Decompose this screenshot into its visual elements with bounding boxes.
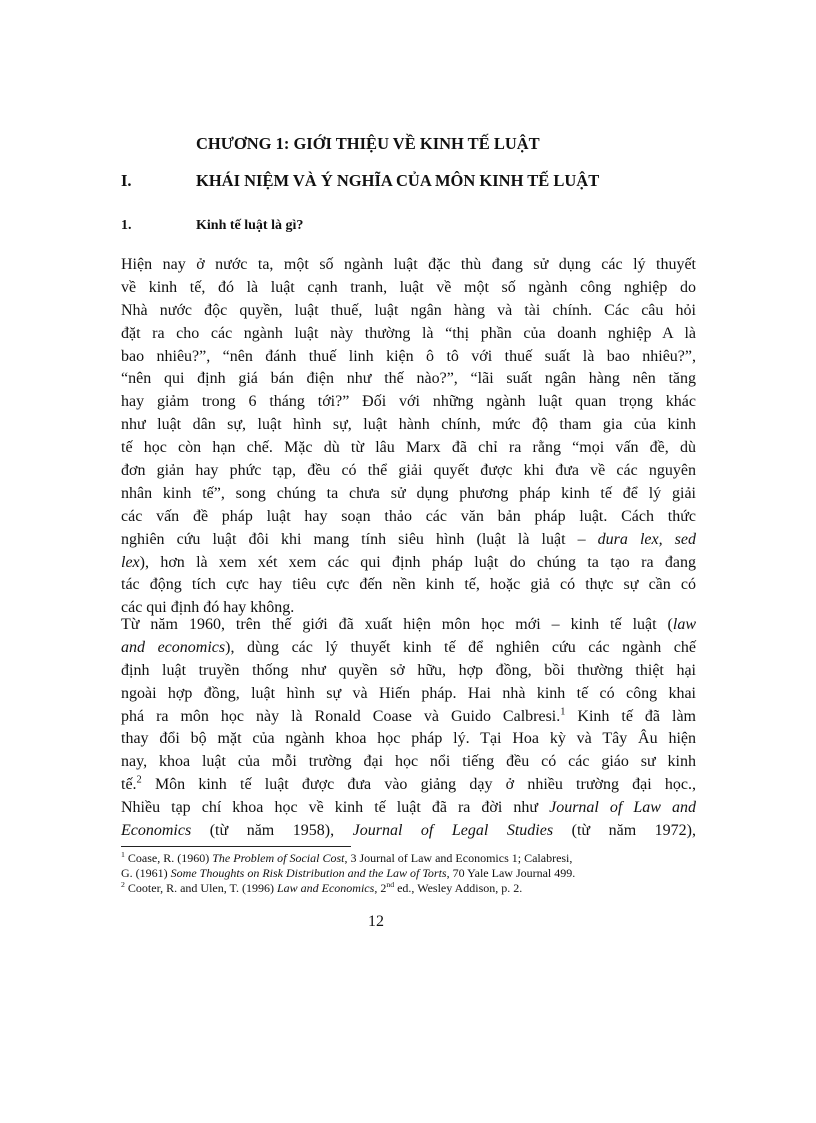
paragraph-line: Hiện nay ở nước ta, một số ngành luật đặc thù đang sử dụng các lý thuyết (121, 256, 696, 273)
subsection-title: Kinh tế luật là gì? (196, 218, 304, 233)
work-title: Some Thoughts on Risk Distribution and the Law of Torts (170, 866, 447, 880)
text-run: (từ năm 1972), (553, 822, 696, 840)
latin-phrase: dura lex, sed (597, 530, 697, 548)
latin-phrase: lex (121, 553, 140, 571)
paragraph-line (121, 706, 696, 729)
paragraph-line (121, 774, 696, 797)
paragraph-line: đặt ra cho các ngành luật này thường là “thị phần của doanh nghiệp A là (121, 324, 696, 342)
text-run: , 2 (374, 881, 387, 895)
text-run: , 70 Yale Law Journal 499. (446, 866, 576, 880)
italic-term: law (672, 616, 696, 633)
page-number: 12 (368, 913, 384, 930)
text-run: Nhiều tạp chí khoa học về kinh tế luật đã ra đời như (121, 799, 550, 817)
footnote-ref: 2 (136, 774, 142, 786)
text-run: Cooter, R. and Ulen, T. (1996) (124, 881, 277, 895)
footnote-number: 1 (121, 850, 125, 859)
paragraph-line: đơn giản hay phức tạp, đều có thể giải quyết được khi đưa về các nguyên (121, 462, 696, 480)
ordinal-suffix: nd (386, 880, 395, 889)
text-run: ), hơn là xem xét xem các qui định pháp luật do chúng ta tạo ra đang (139, 553, 696, 571)
paragraph-line: nhân kinh tế”, song chúng ta chưa sử dụng phương pháp kinh tế để lý giải (121, 484, 696, 502)
paragraph-line (121, 614, 696, 637)
text-run: ), dùng các lý thuyết kinh tế để nghiên cứu các ngành chế (225, 638, 697, 656)
section-title: KHÁI NIỆM VÀ Ý NGHĨA CỦA MÔN KINH TẾ LUẬT (196, 171, 600, 190)
paragraph-line: các qui định đó hay không. (121, 599, 295, 617)
paragraph-line: về kinh tế, đó là luật cạnh tranh, luật về một số ngành công nghiệp do (121, 278, 696, 296)
paragraph-line: tác động tích cực hay tiêu cực đến nền kinh tế, hoặc giả có thực sự cần có (121, 576, 696, 594)
text-run: nghiên cứu luật đôi khi mang tính siêu hình (luật là luật – (121, 530, 598, 548)
paragraph-line: định luật truyền thống như quyền sở hữu, hợp đồng, bồi thường thiệt hại (121, 661, 696, 679)
paragraph-line: tế học còn hạn chế. Mặc dù từ lâu Marx đã chỉ ra rằng “mọi vấn đề, dù (121, 439, 696, 457)
text-run: , 3 Journal of Law and Economics 1; Calabresi, (344, 851, 573, 865)
paragraph-line: bao nhiêu?”, “nên đánh thuế linh kiện ô tô với thuế suất là bao nhiêu?”, (121, 347, 696, 365)
paragraph-line (121, 552, 696, 575)
journal-title: Journal of Law and (549, 799, 696, 817)
paragraph-line: thay đổi bộ mặt của ngành khoa học pháp lý. Tại Hoa kỳ và Tây Âu hiện (121, 730, 696, 748)
paragraph-line: các vấn đề pháp luật hay soạn thảo các văn bản pháp luật. Cách thức (121, 507, 696, 525)
footnote-2 (121, 881, 696, 896)
text-run: Từ năm 1960, trên thế giới đã xuất hiện môn học mới – kinh tế luật ( (121, 616, 673, 633)
footnote-1 (121, 851, 696, 866)
paragraph-line (121, 529, 696, 552)
paragraph-line (121, 797, 696, 820)
subsection-number: 1. (121, 218, 132, 233)
paragraph-line: “nên qui định giá bán điện như thế nào?”, “lãi suất ngân hàng nên tăng (121, 370, 696, 388)
text-run: (từ năm 1958), (191, 822, 353, 840)
journal-title: Economics (121, 822, 192, 840)
text-run: ed., Wesley Addison, p. 2. (394, 881, 523, 895)
footnote-1-cont (121, 866, 696, 881)
text-run: tế. (121, 776, 137, 794)
footnotes (121, 851, 696, 896)
paragraph-line: Nhà nước độc quyền, luật thuế, luật ngân hàng và tài chính. Các câu hỏi (121, 301, 696, 319)
footnote-ref: 1 (560, 706, 566, 718)
paragraph-line: như luật dân sự, luật hình sự, luật hành chính, mức độ tham gia của kinh (121, 416, 696, 434)
paragraph-line: nay, khoa luật của mỗi trường đại học nổi tiếng đều có các giáo sư kinh (121, 753, 696, 771)
text-run: G. (1961) (121, 866, 171, 880)
footnote-number: 2 (121, 880, 125, 889)
section-number: I. (121, 171, 132, 190)
text-run: Coase, R. (1960) (124, 851, 213, 865)
footnote-separator (121, 846, 351, 847)
text-run: phá ra môn học này là Ronald Coase và Guido Calbresi. (121, 707, 561, 725)
italic-term: and economics (121, 638, 226, 656)
text-run: Môn kinh tế luật được đưa vào giảng dạy ở nhiều trường đại học., (141, 776, 696, 794)
paragraph-1 (121, 254, 696, 620)
paragraph-line: ngoài hợp đồng, luật hình sự và Hiến pháp. Hai nhà kinh tế có công khai (121, 684, 696, 702)
journal-title: Journal of Legal Studies (352, 822, 554, 840)
paragraph-2 (121, 614, 696, 843)
paragraph-line (121, 820, 696, 843)
paragraph-line (121, 637, 696, 660)
work-title: The Problem of Social Cost (212, 851, 345, 865)
chapter-title: CHƯƠNG 1: GIỚI THIỆU VỀ KINH TẾ LUẬT (196, 134, 540, 153)
text-run: Kinh tế đã làm (565, 707, 697, 725)
paragraph-line: hay giảm trong 6 tháng tới?” Đối với những ngành luật quan trọng khác (121, 393, 696, 411)
work-title: Law and Economics (276, 881, 375, 895)
